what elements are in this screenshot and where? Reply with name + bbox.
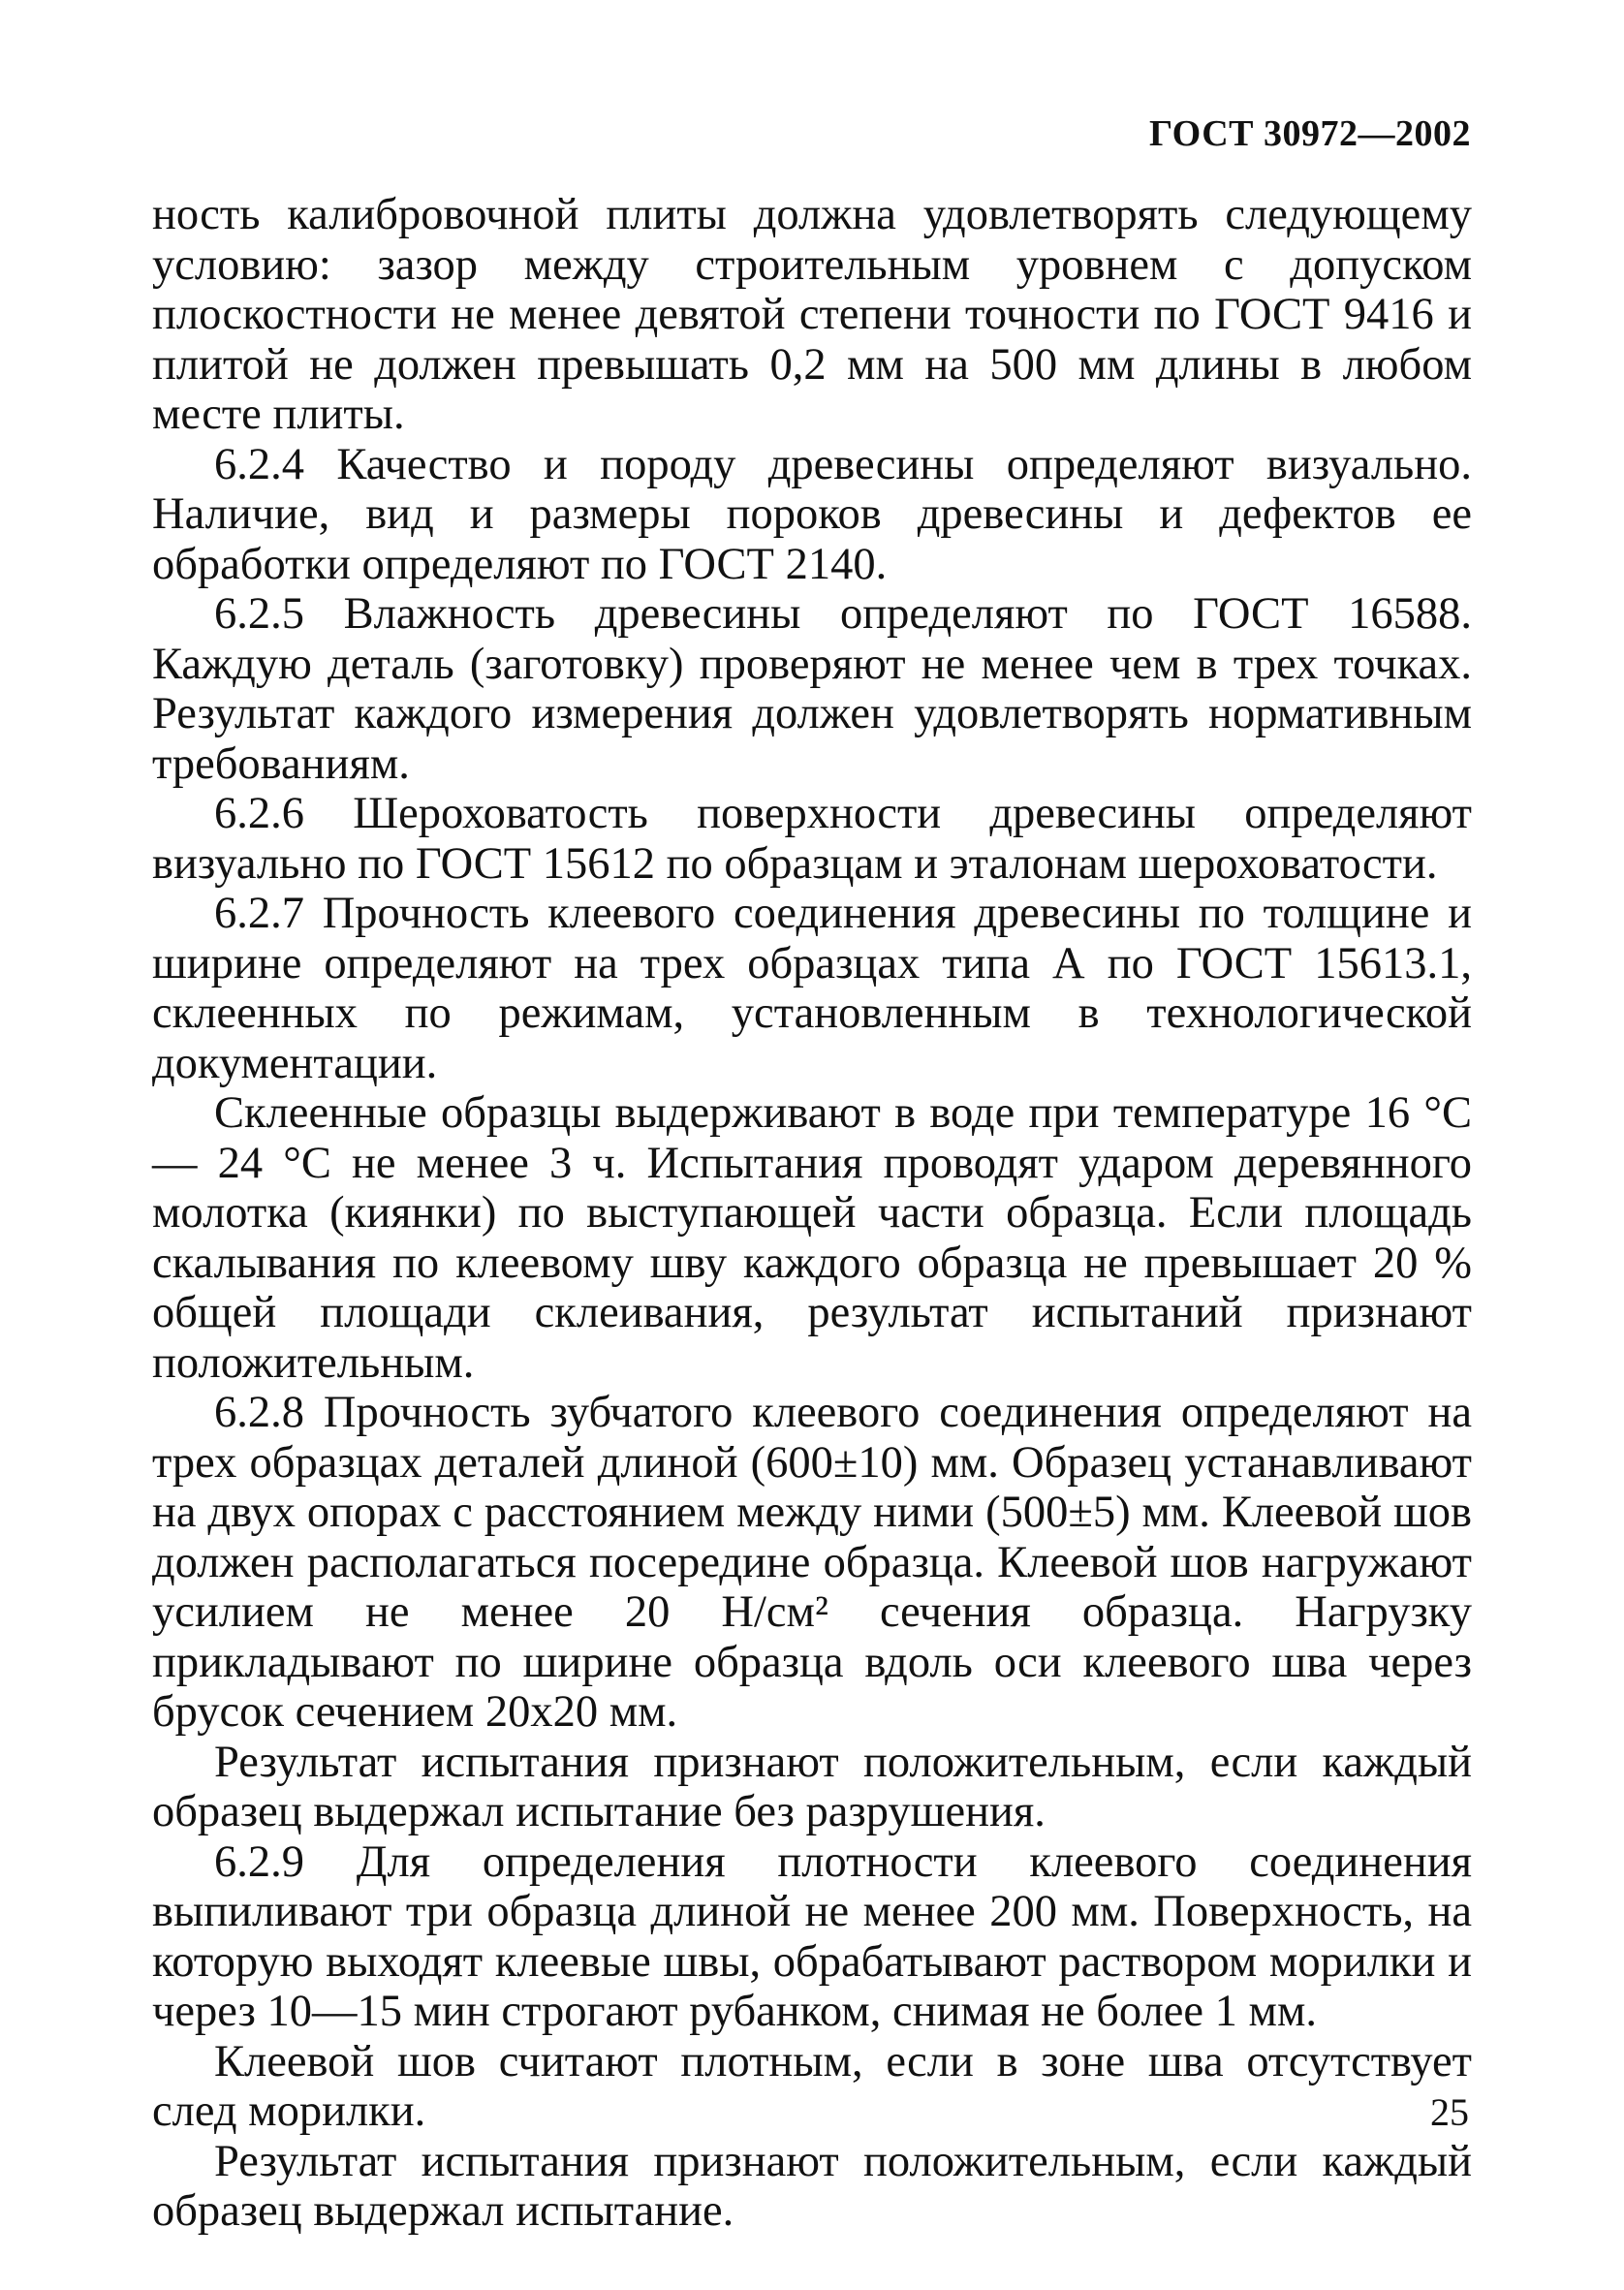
paragraph-6-2-7-test: Склеенные образцы выдерживают в воде при температуре 16 °С— 24 °С не менее 3 ч. Испытания проводят ударом деревянного молотка (киянки) по выступающей части образца. Если площадь скалывания по клеевому шву каждого образца не превышает 20 % общей площади склеивания, результат испытаний признают положительным.	[152, 1088, 1472, 1388]
paragraph-6-2-7: 6.2.7 Прочность клеевого соединения древесины по толщине и ширине определяют на трех образцах типа А по ГОСТ 15613.1, склеенных по режимам, установленным в технологической документации.	[152, 889, 1472, 1088]
paragraph-continuation: ность калибровочной плиты должна удовлетворять следующему условию: зазор между строительным уровнем с допуском плоскостности не менее девятой степени точности по ГОСТ 9416 и плитой не должен превышать 0,2 мм на 500 мм длины в любом месте плиты.	[152, 190, 1472, 439]
paragraph-6-2-6: 6.2.6 Шероховатость поверхности древесины определяют визуально по ГОСТ 15612 по образцам и эталонам шероховатости.	[152, 789, 1472, 889]
paragraph-6-2-9: 6.2.9 Для определения плотности клеевого соединения выпиливают три образца длиной не менее 200 мм. Поверхность, на которую выходят клеевые швы, обрабатывают раствором морилки и через 10—15 мин строгают рубанком, снимая не более 1 мм.	[152, 1836, 1472, 2036]
paragraph-6-2-5: 6.2.5 Влажность древесины определяют по ГОСТ 16588. Каждую деталь (заготовку) проверяют не менее чем в трех точках. Результат каждого измерения должен удовлетворять нормативным требованиям.	[152, 589, 1472, 789]
page-number: 25	[1430, 2090, 1469, 2134]
paragraph-6-2-4: 6.2.4 Качество и породу древесины определяют визуально. Наличие, вид и размеры пороков древесины и дефектов ее обработки определяют по ГОСТ 2140.	[152, 439, 1472, 589]
document-header: ГОСТ 30972—2002	[1148, 113, 1471, 154]
paragraph-6-2-9-density: Клеевой шов считают плотным, если в зоне шва отсутствует след морилки.	[152, 2036, 1472, 2136]
paragraph-6-2-8: 6.2.8 Прочность зубчатого клеевого соединения определяют на трех образцах деталей длиной (600±10) мм. Образец устанавливают на двух опорах с расстоянием между ними (500±5) мм. Клеевой шов должен располагаться посередине образца. Клеевой шов нагружают усилием не менее 20 Н/см² сечения образца. Нагрузку прикладывают по ширине образца вдоль оси клеевого шва через брусок сечением 20х20 мм.	[152, 1388, 1472, 1737]
paragraph-6-2-9-result: Результат испытания признают положительным, если каждый образец выдержал испытание.	[152, 2136, 1472, 2236]
document-body	[152, 190, 1472, 2237]
paragraph-6-2-8-result: Результат испытания признают положительным, если каждый образец выдержал испытание без разрушения.	[152, 1737, 1472, 1836]
